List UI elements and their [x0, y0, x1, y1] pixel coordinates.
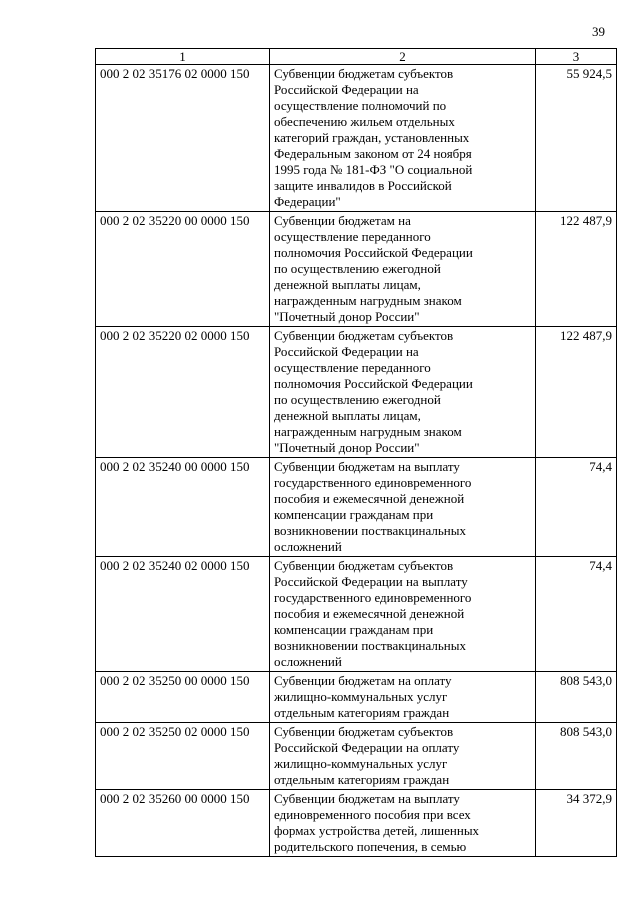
amount: 808 543,0: [536, 672, 617, 723]
column-header-2: 2: [270, 49, 536, 65]
table-row: [96, 557, 617, 672]
amount: 122 487,9: [536, 327, 617, 458]
table-row: [96, 65, 617, 212]
table-row: [96, 212, 617, 327]
description: Субвенции бюджетам субъектов Российской Федерации на выплату государственного единовременного пособия и ежемесячной денежной компенсации гражданам при возникновении поствакцинальных осложнений: [270, 557, 536, 672]
amount: 34 372,9: [536, 790, 617, 857]
amount: 55 924,5: [536, 65, 617, 212]
description: Субвенции бюджетам субъектов Российской Федерации на оплату жилищно-коммунальных услуг отдельным категориям граждан: [270, 723, 536, 790]
table-row: [96, 458, 617, 557]
budget-code: 000 2 02 35220 00 0000 150: [96, 212, 270, 327]
amount: 122 487,9: [536, 212, 617, 327]
description: Субвенции бюджетам на осуществление переданного полномочия Российской Федерации по осуществлению ежегодной денежной выплаты лицам, награжденным нагрудным знаком "Почетный донор России": [270, 212, 536, 327]
description: Субвенции бюджетам на выплату единовременного пособия при всех формах устройства детей, лишенных родительского попечения, в семью: [270, 790, 536, 857]
column-header-3: 3: [536, 49, 617, 65]
table-row: [96, 327, 617, 458]
amount: 808 543,0: [536, 723, 617, 790]
budget-table: [95, 48, 617, 857]
description: Субвенции бюджетам субъектов Российской Федерации на осуществление переданного полномочия Российской Федерации по осуществлению ежегодной денежной выплаты лицам, награжденным нагрудным знаком "Почетный донор России": [270, 327, 536, 458]
budget-code: 000 2 02 35240 00 0000 150: [96, 458, 270, 557]
budget-code: 000 2 02 35220 02 0000 150: [96, 327, 270, 458]
table-row: [96, 723, 617, 790]
amount: 74,4: [536, 557, 617, 672]
table-row: [96, 672, 617, 723]
page-number: 39: [592, 24, 605, 39]
budget-code: 000 2 02 35250 02 0000 150: [96, 723, 270, 790]
column-header-1: 1: [96, 49, 270, 65]
budget-code: 000 2 02 35176 02 0000 150: [96, 65, 270, 212]
header-row: [96, 49, 617, 65]
budget-code: 000 2 02 35260 00 0000 150: [96, 790, 270, 857]
table-row: [96, 790, 617, 857]
description: Субвенции бюджетам на выплату государственного единовременного пособия и ежемесячной денежной компенсации гражданам при возникновении поствакцинальных осложнений: [270, 458, 536, 557]
description: Субвенции бюджетам на оплату жилищно-коммунальных услуг отдельным категориям граждан: [270, 672, 536, 723]
description: Субвенции бюджетам субъектов Российской Федерации на осуществление полномочий по обеспечению жильем отдельных категорий граждан, установленных Федеральным законом от 24 ноября 1995 года № 181-ФЗ "О социальной защите инвалидов в Российской Федерации": [270, 65, 536, 212]
budget-code: 000 2 02 35250 00 0000 150: [96, 672, 270, 723]
amount: 74,4: [536, 458, 617, 557]
budget-code: 000 2 02 35240 02 0000 150: [96, 557, 270, 672]
